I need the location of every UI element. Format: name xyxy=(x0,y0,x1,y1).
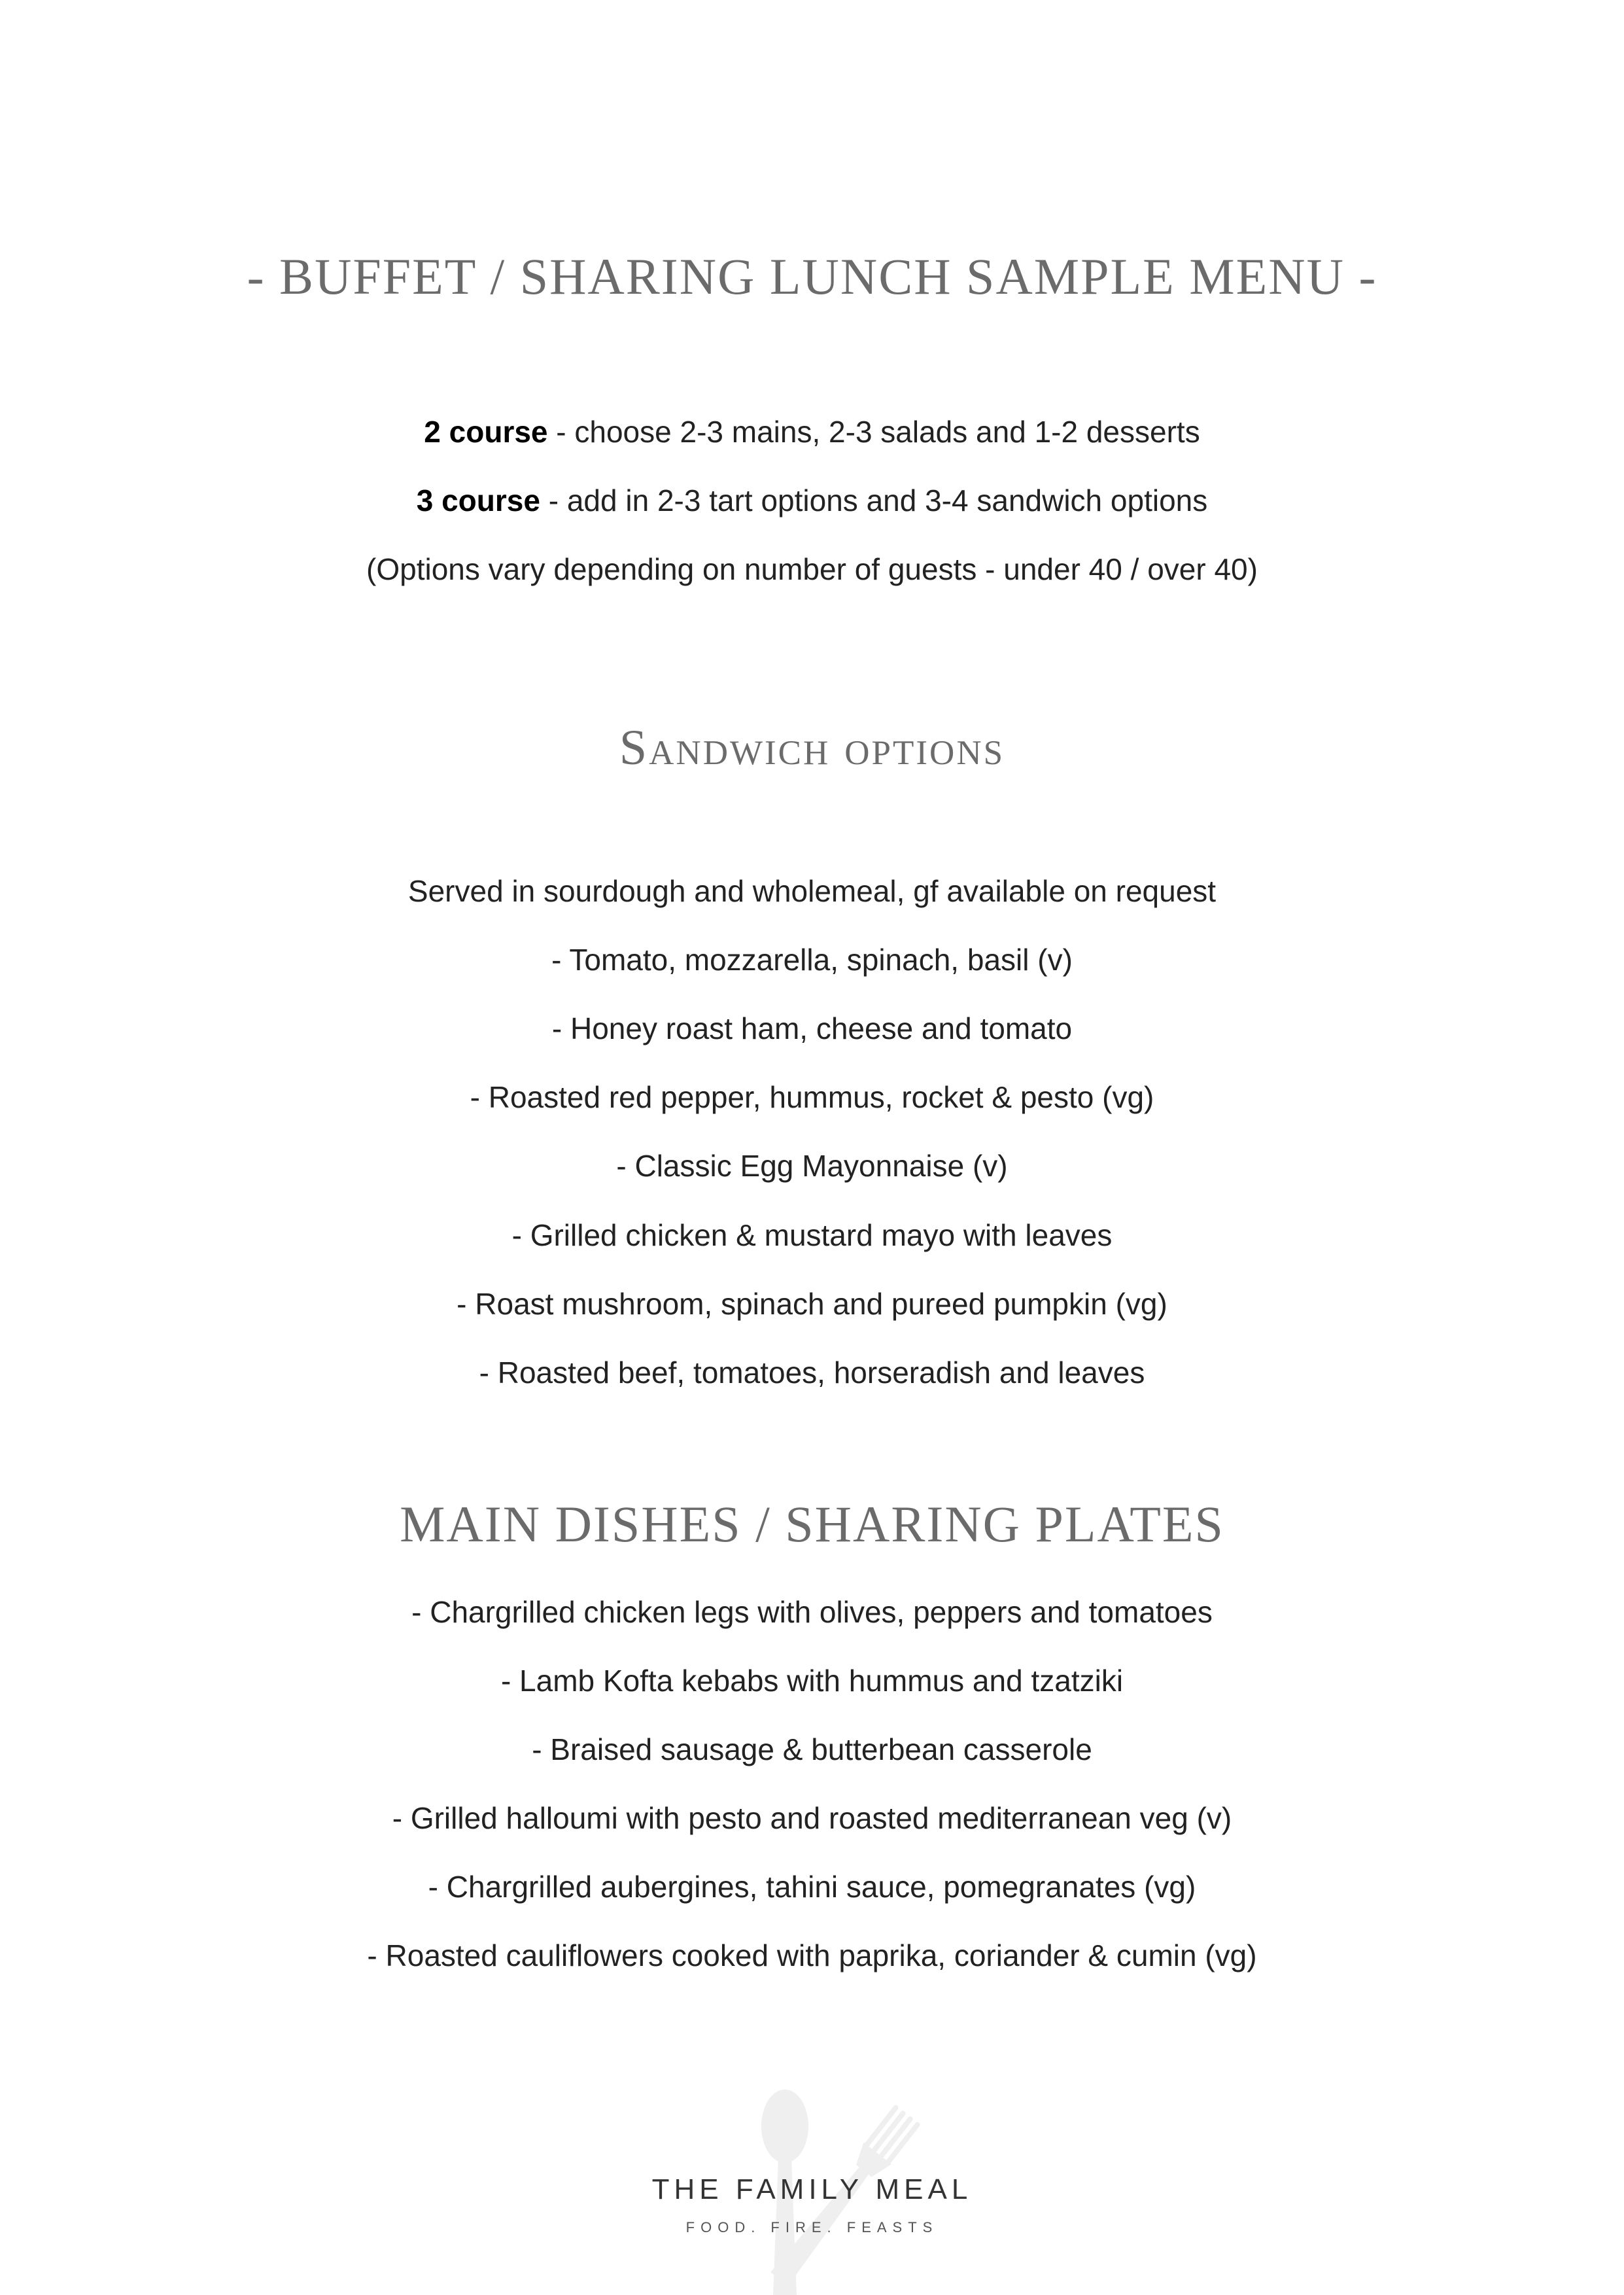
intro-three-course xyxy=(0,482,1624,519)
sandwich-section-heading: Sandwich options xyxy=(619,720,1005,775)
main-dish-item: - Grilled halloumi with pesto and roasted mediterranean veg (v) xyxy=(392,1801,1232,1835)
sandwich-item: - Roasted beef, tomatoes, horseradish and leaves xyxy=(479,1356,1145,1390)
two-course-description: - choose 2-3 mains, 2-3 salads and 1-2 desserts xyxy=(547,415,1200,449)
mains-section-heading: MAIN DISHES / SHARING PLATES xyxy=(400,1496,1224,1552)
brand-tagline: FOOD. FIRE. FEASTS xyxy=(685,2219,939,2235)
main-dish-item: - Chargrilled aubergines, tahini sauce, pomegranates (vg) xyxy=(428,1870,1196,1904)
intro-guest-note: (Options vary depending on number of guests - under 40 / over 40) xyxy=(366,552,1258,586)
main-dish-item: - Lamb Kofta kebabs with hummus and tzatziki xyxy=(500,1664,1124,1698)
main-dish-item: - Roasted cauliflowers cooked with paprika, coriander & cumin (vg) xyxy=(367,1938,1257,1972)
three-course-description: - add in 2-3 tart options and 3-4 sandwich options xyxy=(540,483,1208,517)
sandwich-item: - Roasted red pepper, hummus, rocket & pesto (vg) xyxy=(470,1080,1154,1114)
page-title: - BUFFET / SHARING LUNCH SAMPLE MENU - xyxy=(247,248,1377,305)
sandwich-intro: Served in sourdough and wholemeal, gf available on request xyxy=(407,874,1217,908)
sandwich-item: - Classic Egg Mayonnaise (v) xyxy=(616,1149,1008,1183)
intro-two-course xyxy=(0,413,1624,450)
sandwich-item: - Roast mushroom, spinach and pureed pumpkin (vg) xyxy=(457,1287,1167,1321)
sandwich-item: - Grilled chicken & mustard mayo with leaves xyxy=(511,1218,1113,1252)
two-course-label: 2 course xyxy=(424,415,548,449)
three-course-label: 3 course xyxy=(416,483,540,517)
sandwich-item: - Tomato, mozzarella, spinach, basil (v) xyxy=(551,943,1073,977)
sandwich-item: - Honey roast ham, cheese and tomato xyxy=(551,1011,1073,1045)
brand-name: THE FAMILY MEAL xyxy=(651,2173,973,2205)
main-dish-item: - Chargrilled chicken legs with olives, peppers and tomatoes xyxy=(411,1595,1213,1629)
main-dish-item: - Braised sausage & butterbean casserole xyxy=(532,1732,1092,1766)
